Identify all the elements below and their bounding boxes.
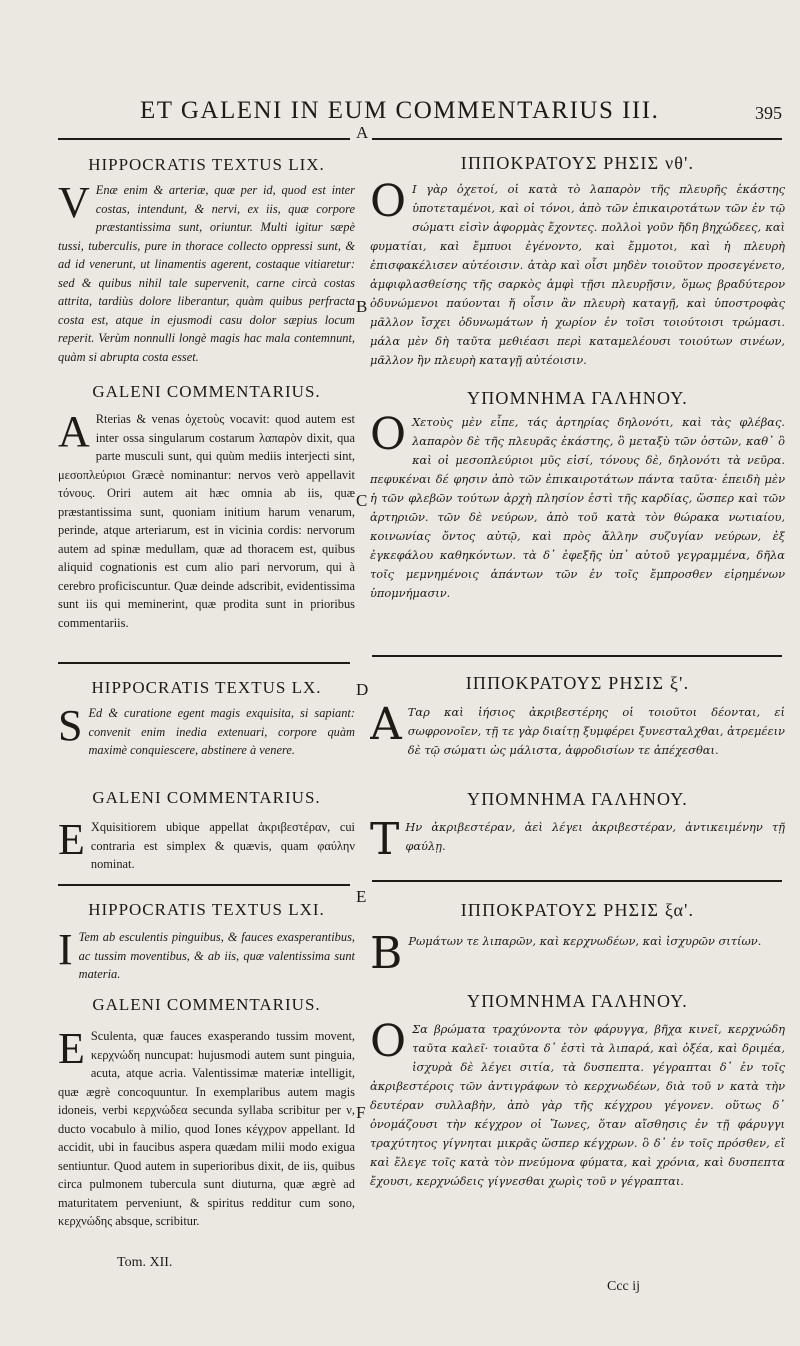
section-heading: HIPPOCRATIS TEXTUS LX. (91, 678, 322, 697)
section-heading: ΥΠΟΜΝΗΜΑ ΓΑΛΗΝΟΥ. (467, 789, 688, 809)
volume-label: Tom. XII. (117, 1255, 173, 1270)
right-heading-3 (370, 673, 785, 694)
text-body: Χετοὺς μὲν εἶπε, τάς ἀρτηρίας δηλονότι, καὶ τὰς φλέβας. λαπαρὸν δὲ τῆς πλευρᾶς ἑκάστης, ὃ μεταξὺ τῶν ὀστῶν, καθ᾽ ὃ καὶ οἱ μεσοπλεύριοι μῦς εἰσί, τόνους δὲ, δηλονότι τὰ νεῦρα. πεφυκέναι δέ φησιν ἀπὸ τῶν ἐπικαιροτάτων πάντα ταῦτα· ἐπειδὴ μὲν ἡ τῶν φλεβῶν τούτων ἀρχὴ πλησίον ἐστὶ τῆς καρδίας, ὥσπερ καὶ τῶν ἀρτηριῶν. τῶν δὲ νεύρων, ἀπὸ τοῦ κατὰ τὸν θώρακα νωτιαίου, κοινωνίας ὄντος αὐτῷ, καὶ πρὸς ἄλλην συζυγίαν νεύρων, ἐξ ἐγκεφάλου καθηκόντων. τὰ δ᾽ ἐφεξῆς ὑπ᾽ αὐτοῦ γεγραμμένα, δῆλα τοῖς μεμνημένοις ἁπάντων τῶν ἐν τοῖς ἔμπροσθεν εἰρημένων ὑπομνήμασιν. (370, 415, 785, 600)
section-rule-left (58, 662, 350, 664)
left-text-1 (58, 181, 355, 373)
top-rule-right (372, 138, 782, 140)
marker-d: D (356, 680, 369, 699)
left-heading-5 (58, 900, 355, 920)
left-text-6 (58, 1027, 355, 1253)
text-body: Ην ἀκριβεστέραν, ἀεὶ λέγει ἀκριβεστέραν, ἀντικειμένην τῇ φαύλῃ. (405, 820, 785, 853)
right-heading-6 (370, 991, 785, 1012)
drop-cap: Τ (370, 818, 400, 862)
section-heading: ΙΠΠΟΚΡΑΤΟΥΣ ΡΗΣΙΣ ξα'. (460, 900, 695, 920)
section-heading: GALENI COMMENTARIUS. (92, 382, 321, 401)
marker-c: C (356, 491, 368, 510)
running-title: ET GALENI IN EUM COMMENTARIUS III. (140, 97, 660, 124)
drop-cap: E (58, 818, 85, 864)
section-heading: ΥΠΟΜΝΗΜΑ ΓΑΛΗΝΟΥ. (467, 388, 688, 408)
right-heading-2 (370, 388, 785, 409)
drop-cap: A (58, 410, 90, 456)
drop-cap: Ο (370, 1020, 407, 1067)
right-heading-5 (370, 900, 785, 921)
page-number: 395 (755, 103, 782, 123)
text-body: Enæ enim & arteriæ, quæ per id, quod est inter costas, intendunt, & nervi, ex iis, quæ corpore præstantissima sunt, oriuntur. Multi igitur sæpè tussi, tuberculis, pure in thorace collecto oppressi sunt, & ad id venerunt, ut linamentis agerent, costaque vitiaretur: sed & quibus nihil tale supervenit, carne circà costas attrita, tardiùs dolore liberantur, quàm quibus perfracta costa est, atque in ejusmodi casu dolor sæpius locum reperit. Verùm nonnulli longè magis hac mala contemnunt, quàm si abrupta costa esset. (58, 183, 355, 364)
right-text-4 (370, 818, 785, 862)
section-rule-left-2 (58, 884, 350, 886)
left-heading-6 (58, 995, 355, 1015)
section-rule-right-2 (372, 880, 782, 882)
marker-a: A (356, 123, 369, 142)
right-text-1 (370, 180, 785, 378)
drop-cap: Α (370, 703, 402, 750)
drop-cap: S (58, 704, 83, 750)
left-heading-3 (58, 678, 355, 698)
left-heading-1 (58, 155, 355, 175)
text-body: Tem ab esculentis pinguibus, & fauces exasperantibus, ac tussim moventibus, & ab iis, quæ valentissima sunt materia. (78, 930, 355, 981)
section-heading: HIPPOCRATIS TEXTUS LIX. (88, 155, 325, 174)
right-text-3 (370, 703, 785, 777)
left-text-5 (58, 928, 355, 984)
right-heading-4 (370, 789, 785, 810)
left-text-4 (58, 818, 355, 874)
top-rule-left (58, 138, 350, 140)
left-heading-2 (58, 382, 355, 402)
signature-mark: Ccc ij (607, 1279, 641, 1294)
text-body: Sculenta, quæ fauces exasperando tussim movent, κερχνώδη nuncupat: hujusmodi autem sunt pinguia, acuta, atque acria. Valentissimæ materiæ intelligit, quæ ægrè concoquuntur. In exemplaribus autem magis idoneis, verbi κερχνώδεα secunda syllaba scribitur per ν, ducto vocabulo à milio, quod Iones κέγχρον appellant. Id accidit, ubi in faucibus aspera quædam milii modo exigua sentiuntur. Quod autem in superioribus dixit, de iis, quibus circa pulmonem tubercula sunt diuturna, quæ ægrè ad maturitatem perveniunt, & spiritus redditur cum sono, κερχνώδης absque, scribitur. (58, 1029, 355, 1228)
text-body: Ed & curatione egent magis exquisita, si sapiant: convenit enim inedia extenuari, corpore quàm maximè conquiescere, abstinere à venere. (88, 706, 355, 757)
section-heading: HIPPOCRATIS TEXTUS LXI. (88, 900, 325, 919)
section-heading: ΙΠΠΟΚΡΑΤΟΥΣ ΡΗΣΙΣ ξ'. (465, 673, 690, 693)
marker-e: E (356, 887, 367, 906)
right-heading-1 (370, 153, 785, 174)
marker-f: F (356, 1103, 366, 1122)
drop-cap: Β (370, 932, 403, 976)
text-body: Xquisitiorem ubique appellat ἀκριβεστέραν, cui contraria est simplex & quævis, quam φαύλην nominat. (90, 820, 355, 871)
drop-cap: Ο (370, 413, 407, 460)
section-heading: GALENI COMMENTARIUS. (92, 788, 321, 807)
right-text-6 (370, 1020, 785, 1276)
text-body: Ρωμάτων τε λιπαρῶν, καὶ κερχνωδέων, καὶ ἰσχυρῶν σιτίων. (408, 934, 762, 948)
left-text-3 (58, 704, 355, 778)
left-text-2 (58, 410, 355, 650)
left-heading-4 (58, 788, 355, 808)
drop-cap: E (58, 1027, 85, 1073)
marker-b: B (356, 297, 368, 316)
drop-cap: V (58, 181, 90, 227)
text-body: Ταρ καὶ ἰήσιος ἀκριβεστέρης οἱ τοιοῦτοι δέονται, εἰ σωφρονοῖεν, τῇ τε γὰρ διαίτῃ ξυμφέρει ξυνεσταλχθαι, ἀτρεμέειν δὲ τῷ σώματι ὡς μάλιστα, ἀφροδισίων τε ἀπέχεσθαι. (407, 705, 785, 757)
section-heading: GALENI COMMENTARIUS. (92, 995, 321, 1014)
section-rule-right (372, 655, 782, 657)
text-body: Σα βρώματα τραχύνοντα τὸν φάρυγγα, βῆχα κινεῖ, κερχνώδη ταῦτα καλεῖ· τοιαῦτα δ᾽ ἐστὶ τὰ λιπαρά, καὶ ὀξέα, καὶ δριμέα, ἰσχυρὰ δὲ λέγει σιτία, τὰ δυσπεπτα. γέγραπται δ᾽ ἐν τοῖς ἀκριβεστέροις τῶν ἀντιγράφων τὸ κερχνωδέων, διὰ τοῦ ν κατὰ τὴν δευτέραν συλλαβὴν, ἀπὸ γὰρ τῆς κέγχρου γέγονεν. οὕτως δ᾽ ὀνομάζουσι τὴν κέγχρον οἱ Ἴωνες, ὅταν αἴσθησις ἐν τῇ φάρυγγι τραχύτητος γίγνηται μικρᾶς ὥσπερ κέγχρων. ὃ δ᾽ ἐν τοῖς πρόσθεν, εἴ καὶ ἔλεγε τοῖς κατὰ τὸν πνεύμονα φύματα, καὶ χρόνια, καὶ δυσπεπτα ἔχουσι, κερχνώδεις γίγνεσθαι χωρὶς τοῦ ν γέγραπται. (370, 1022, 785, 1188)
section-heading: ΥΠΟΜΝΗΜΑ ΓΑΛΗΝΟΥ. (467, 991, 688, 1011)
right-text-2 (370, 413, 785, 639)
section-heading: ΙΠΠΟΚΡΑΤΟΥΣ ΡΗΣΙΣ νθ'. (460, 153, 695, 173)
running-header (0, 97, 800, 131)
drop-cap: I (58, 928, 73, 974)
text-body: Rterias & venas ὀχετοὺς vocavit: quod autem est inter ossa singularum costarum λαπαρὸν dixit, qua parte musculi sunt, qui quùm mediis interjecti sint, μεσοπλεύριοι Græcè nominantur: nervos verò appellavit τόνους. Oriri autem ait hæc omnia ab iis, quæ præstantissima sunt, quoniam initium harum venarum, perinde, atque arteriarum, est in vicinia cordis: nervorum autem ad spinæ medullam, quæ ad thoracem est, quibus aliquid cognationis est cum alio pari nervorum, qui à cerebro proficiscuntur. Quæ deinde adscribit, evidentissima sunt iis qui meminerint, quæ prodita sunt in prioribus commentariis. (58, 412, 355, 630)
text-body: Ι γὰρ ὀχετοί, οἱ κατὰ τὸ λαπαρὸν τῆς πλευρῆς ἑκάστης ὑποτεταμένοι, καὶ οἱ τόνοι, ἀπὸ τῶν ἐπικαιροτάτων τῶν ἐν τῷ σώματι εἰσὶν ἀφορμὰς ἔχοντες. πολλοὶ γοῦν ἤδη βηχώδεες, καὶ φυματίαι, καὶ ἔμπυοι ἐγένοντο, καὶ ἔμμοτοι, καὶ ἡ πλευρὴ ἐπισφακέλισεν αὐτέοισιν. ἀτὰρ καὶ οἷσι μηδὲν τοιοῦτον προσεγένετο, ἀμφιφλασθείσης τῆς σαρκὸς ἀμφὶ τῇσι πλευρῇσιν, ὅμως βραδύτερον ὀδυνώμενοι παύονται ἤ οἷσιν ἂν πλευρὴ καταγῇ, καὶ ὑποστροφὰς μᾶλλον ἴσχει ὀδυνωμάτων ἡ χωρίον ἐν τοῖσι τοιούτοισι τρώμασι. μάλα μὲν δὴ ταῦτα μεθιέασι περὶ καταμελέουσι τοιούτων σινέων, μᾶλλον ἢν πλευρὴ καταγῇ αὐτέοισιν. (370, 182, 785, 367)
drop-cap: Ο (370, 180, 407, 227)
right-text-5 (370, 932, 785, 976)
